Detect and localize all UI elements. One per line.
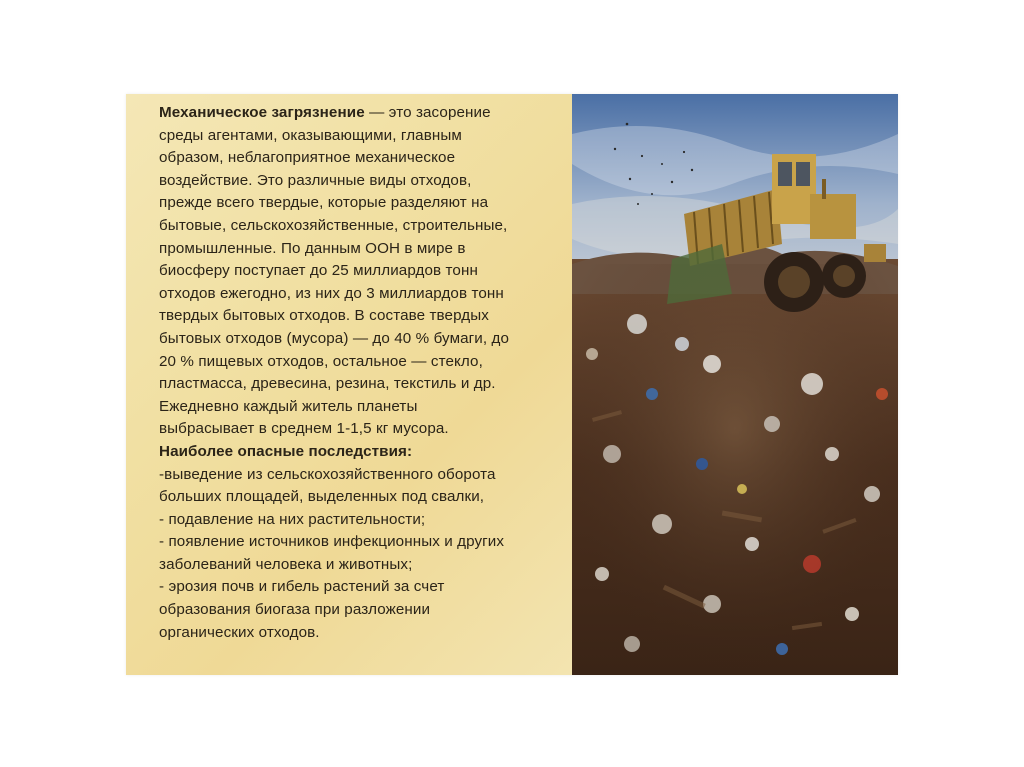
- definition-term: Механическое загрязнение: [159, 104, 365, 121]
- slide-body-text: [159, 102, 571, 644]
- slide: [126, 94, 898, 675]
- definition-text: — это засорение среды агентами, оказывающими, главным образом, неблагоприятное механическое воздействие. Это различные виды отходов, прежде всего твердые, которые разделяют на бытовые, сельскохозяйственные, строительные, промышленные. По данным ООН в мире в биосферу поступает до 25 миллиардов тонн отходов ежегодно, из них до 3 миллиардов тонн твердых бытовых отходов. В составе твердых бытовых отходов (мусора) — до 40 % бумаги, до 20 % пищевых отходов, остальное — стекло, пластмасса, древесина, резина, текстиль и др. Ежедневно каждый житель планеты выбрасывает в среднем 1-1,5 кг мусора.: [159, 104, 510, 438]
- landfill-bulldozer-photo: [572, 94, 898, 675]
- consequences-text: -выведение из сельскохозяйственного оборота больших площадей, выделенных под свалки, - подавление на них растительности; - появление источников инфекционных и других заболеваний человека и животных; - эрозия почв и гибель растений за счет образования биогаза при разложении органических отходов.: [159, 465, 505, 641]
- consequences-heading: Наиболее опасные последствия:: [159, 442, 413, 460]
- text-panel: [126, 94, 572, 675]
